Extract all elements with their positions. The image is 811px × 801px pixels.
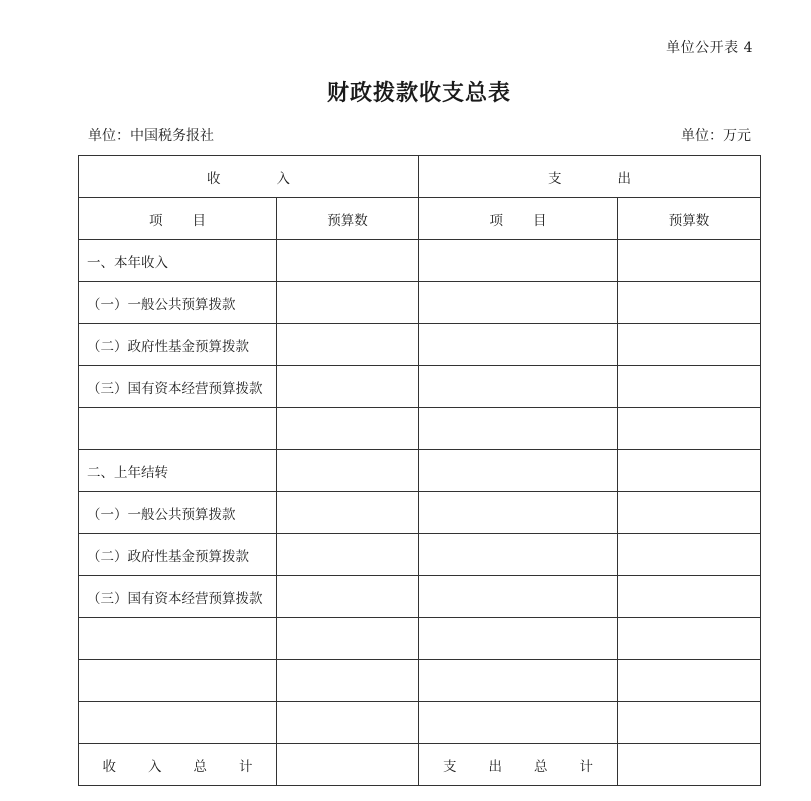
income-item-cell bbox=[79, 618, 277, 660]
table-row bbox=[79, 576, 761, 618]
expense-budget-cell bbox=[618, 660, 761, 702]
expense-budget-cell bbox=[618, 324, 761, 366]
expense-total-label bbox=[419, 744, 625, 786]
income-budget-column-header: 预算数 bbox=[277, 198, 419, 240]
income-item-cell: 一、本年收入 bbox=[79, 240, 277, 282]
expense-item-cell bbox=[419, 408, 618, 450]
income-budget-cell bbox=[277, 408, 419, 450]
income-item-cell bbox=[79, 408, 277, 450]
expense-item-cell bbox=[419, 534, 618, 576]
income-item-cell bbox=[79, 702, 277, 744]
expense-budget-cell bbox=[618, 492, 761, 534]
table-row bbox=[79, 240, 761, 282]
income-budget-cell bbox=[277, 534, 419, 576]
income-budget-cell bbox=[277, 618, 419, 660]
income-item-cell: （三）国有资本经营预算拨款 bbox=[79, 366, 277, 408]
expense-item-cell bbox=[419, 660, 618, 702]
income-total-value bbox=[277, 744, 419, 786]
income-item-header-label: 项目 bbox=[149, 212, 236, 229]
table-row bbox=[79, 408, 761, 450]
expense-budget-cell bbox=[618, 366, 761, 408]
income-budget-cell bbox=[277, 576, 419, 618]
income-item-cell bbox=[79, 660, 277, 702]
income-item-column-header bbox=[79, 198, 277, 240]
expense-budget-cell bbox=[618, 408, 761, 450]
expense-budget-cell bbox=[618, 534, 761, 576]
expense-budget-cell bbox=[618, 282, 761, 324]
column-header-row bbox=[79, 198, 761, 240]
income-total-label bbox=[79, 744, 285, 786]
table-row bbox=[79, 492, 761, 534]
form-number: 单位公开表 4 bbox=[666, 40, 753, 56]
expense-item-cell bbox=[419, 324, 618, 366]
expense-header-label: 支出 bbox=[548, 170, 687, 187]
table-row bbox=[79, 618, 761, 660]
income-item-cell: （三）国有资本经营预算拨款 bbox=[79, 576, 277, 618]
table-row bbox=[79, 702, 761, 744]
income-header-label: 收入 bbox=[207, 170, 346, 187]
organization-unit: 单位：中国税务报社 bbox=[88, 128, 214, 144]
table-row bbox=[79, 366, 761, 408]
expense-budget-cell bbox=[618, 618, 761, 660]
totals-row bbox=[79, 744, 761, 786]
section-header-row bbox=[79, 156, 761, 198]
income-item-cell: （一）一般公共预算拨款 bbox=[79, 282, 277, 324]
expense-item-cell bbox=[419, 282, 618, 324]
expense-item-header-label: 项目 bbox=[489, 212, 577, 229]
expense-total-label-text: 支出总计 bbox=[443, 758, 625, 775]
income-budget-cell bbox=[277, 702, 419, 744]
table-row bbox=[79, 324, 761, 366]
income-section-header bbox=[79, 156, 419, 198]
expense-budget-cell bbox=[618, 702, 761, 744]
income-budget-cell bbox=[277, 366, 419, 408]
expense-budget-cell bbox=[618, 450, 761, 492]
expense-section-header bbox=[419, 156, 761, 198]
income-item-cell: （二）政府性基金预算拨款 bbox=[79, 324, 277, 366]
currency-unit: 单位：万元 bbox=[681, 128, 751, 144]
income-budget-cell bbox=[277, 450, 419, 492]
expense-item-cell bbox=[419, 240, 618, 282]
table-row bbox=[79, 660, 761, 702]
table-row bbox=[79, 282, 761, 324]
page-title: 财政拨款收支总表 bbox=[326, 81, 511, 106]
expense-item-cell bbox=[419, 492, 618, 534]
expense-item-cell bbox=[419, 366, 618, 408]
expense-item-cell bbox=[419, 450, 618, 492]
income-item-cell: （二）政府性基金预算拨款 bbox=[79, 534, 277, 576]
income-item-cell: 二、上年结转 bbox=[79, 450, 277, 492]
income-item-cell: （一）一般公共预算拨款 bbox=[79, 492, 277, 534]
expense-budget-column-header: 预算数 bbox=[618, 198, 761, 240]
income-budget-cell bbox=[277, 660, 419, 702]
income-budget-cell bbox=[277, 240, 419, 282]
expense-budget-cell bbox=[618, 240, 761, 282]
expense-budget-cell bbox=[618, 576, 761, 618]
table-row bbox=[79, 450, 761, 492]
income-budget-cell bbox=[277, 282, 419, 324]
expense-total-value bbox=[618, 744, 761, 786]
income-total-label-text: 收入总计 bbox=[102, 758, 285, 775]
income-budget-cell bbox=[277, 324, 419, 366]
income-budget-cell bbox=[277, 492, 419, 534]
expense-item-cell bbox=[419, 702, 618, 744]
expense-item-cell bbox=[419, 576, 618, 618]
expense-item-column-header bbox=[419, 198, 618, 240]
fiscal-summary-table bbox=[78, 155, 761, 786]
table-row bbox=[79, 534, 761, 576]
expense-item-cell bbox=[419, 618, 618, 660]
